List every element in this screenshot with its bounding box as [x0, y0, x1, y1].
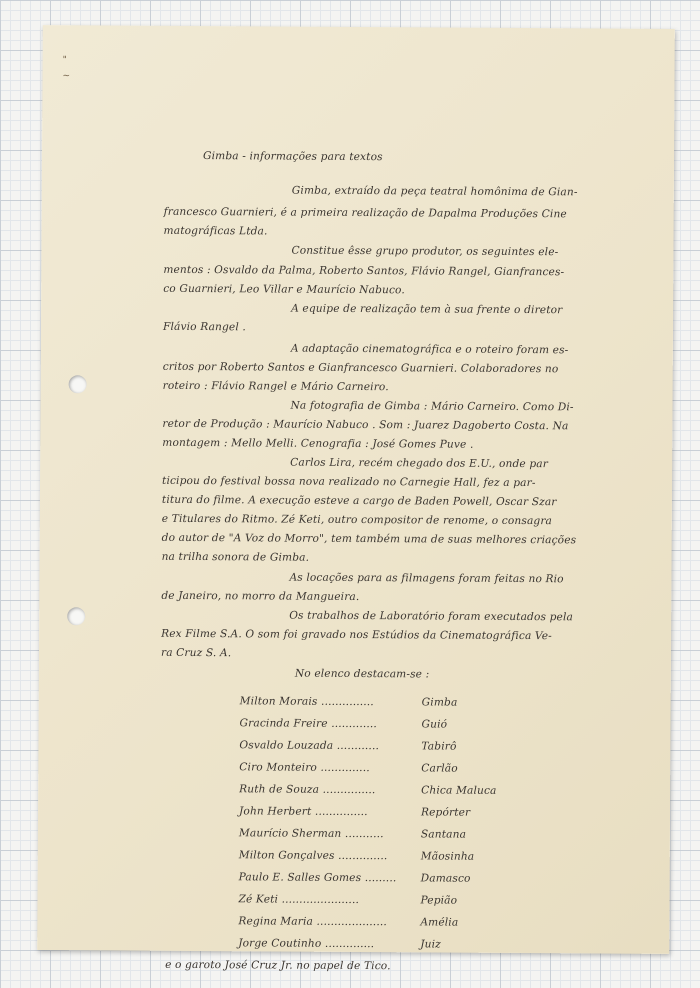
text-line: ticipou do festival bossa nova realizado no Carnegie Hall, fez a par- [162, 474, 536, 490]
actor-name: John Herbert [238, 805, 312, 818]
leader-dots: ............. [331, 717, 377, 731]
text-line: francesco Guarnieri, é a primeira realização de Dapalma Produções Cine [163, 205, 567, 221]
text-line: mentos : Osvaldo da Palma, Roberto Santos, Flávio Rangel, Gianfrances- [163, 263, 565, 279]
leader-dots: ............... [321, 695, 374, 709]
leader-dots: ............ [336, 739, 380, 753]
text-line: montagem : Mello Melli. Cenografia : José Gomes Puve . [162, 436, 474, 451]
text-line: A adaptação cinematográfica e o roteiro foram es- [290, 342, 569, 357]
role-name: Amélia [420, 916, 459, 929]
role-name: Chica Maluca [421, 784, 497, 797]
role-name: Repórter [420, 806, 471, 819]
text-line: As locações para as filmagens foram feitas no Rio [289, 571, 564, 586]
actor-name: Jorge Coutinho [238, 937, 322, 950]
leader-dots: ............... [314, 805, 368, 819]
role-name: Juiz [420, 938, 441, 951]
leader-dots: ............... [322, 783, 376, 797]
text-line: roteiro : Flávio Rangel e Mário Carneiro. [162, 379, 389, 394]
actor-name: Milton Morais [239, 695, 318, 708]
text-line: Rex Filme S.A. O som foi gravado nos Estúdios da Cinematográfica Ve- [161, 627, 552, 643]
text-line: Flávio Rangel . [162, 320, 246, 334]
leader-dots: .............. [324, 937, 375, 951]
text-line: na trilha sonora de Gimba. [161, 550, 310, 564]
actor-name: Zé Keti [238, 893, 279, 906]
text-line: e Titulares do Ritmo. Zé Keti, outro compositor de renome, o consagra [161, 512, 553, 528]
leader-dots: ...................... [281, 893, 360, 907]
text-line: co Guarnieri, Leo Villar e Maurício Nabuco. [163, 282, 405, 297]
role-name: Guió [421, 718, 448, 731]
text-line: titura do filme. A execução esteve a cargo de Baden Powell, Oscar Szar [161, 493, 557, 509]
role-name: Damasco [420, 872, 471, 885]
text-line: Na fotografia de Gimba : Mário Carneiro. Como Di- [290, 399, 574, 414]
leader-dots: ........... [344, 827, 384, 841]
text-line: Os trabalhos de Laboratório foram executados pela [289, 609, 574, 624]
leader-dots: .............. [320, 761, 370, 775]
leader-dots: .................... [316, 915, 387, 929]
text-line: do autor de "A Voz do Morro", tem também uma de suas melhores criações [161, 531, 577, 547]
role-name: Gimba [421, 696, 458, 709]
actor-name: Maurício Sherman [238, 827, 342, 840]
text-line: critos por Roberto Santos e Gianfrancesco Guarnieri. Colaboradores no [162, 360, 559, 376]
text-line: Gimba, extraído da peça teatral homônima de Gian- [291, 184, 578, 199]
actor-name: Osvaldo Louzada [239, 739, 334, 752]
margin-mark: " [62, 55, 67, 66]
actor-name: Paulo E. Salles Gomes [238, 871, 362, 885]
margin-mark: ~ [62, 71, 71, 82]
role-name: Pepião [420, 894, 458, 907]
leader-dots: ......... [364, 872, 397, 885]
role-name: Santana [420, 828, 467, 841]
role-name: Carlão [421, 762, 458, 775]
role-name: Mãosinha [420, 850, 475, 863]
text-line: A equipe de realização tem à sua frente o diretor [291, 302, 563, 317]
text-line: retor de Produção : Maurício Nabuco . Som : Juarez Dagoberto Costa. Na [162, 417, 569, 433]
text-line: No elenco destacam-se : [294, 667, 430, 681]
text-line: de Janeiro, no morro da Mangueira. [161, 589, 360, 604]
actor-name: Gracinda Freire [239, 717, 328, 730]
actor-name: Regina Maria [238, 915, 314, 928]
text-line: Carlos Lira, recém chegado dos E.U., onde par [290, 456, 549, 471]
leader-dots: .............. [338, 849, 388, 863]
closing-line: e o garoto José Cruz Jr. no papel de Tico. [165, 958, 391, 973]
text-line: ra Cruz S. A. [160, 646, 232, 660]
text-line: matográficas Ltda. [163, 224, 268, 238]
text-line: Constitue êsse grupo produtor, os seguintes ele- [291, 244, 559, 259]
role-name: Tabirô [421, 740, 457, 753]
document-title: Gimba - informações para textos [202, 150, 383, 164]
paper-sheet [37, 25, 675, 973]
typed-document [37, 25, 675, 973]
actor-name: Ciro Monteiro [239, 761, 318, 774]
actor-name: Ruth de Souza [239, 783, 320, 796]
actor-name: Milton Gonçalves [238, 849, 335, 862]
